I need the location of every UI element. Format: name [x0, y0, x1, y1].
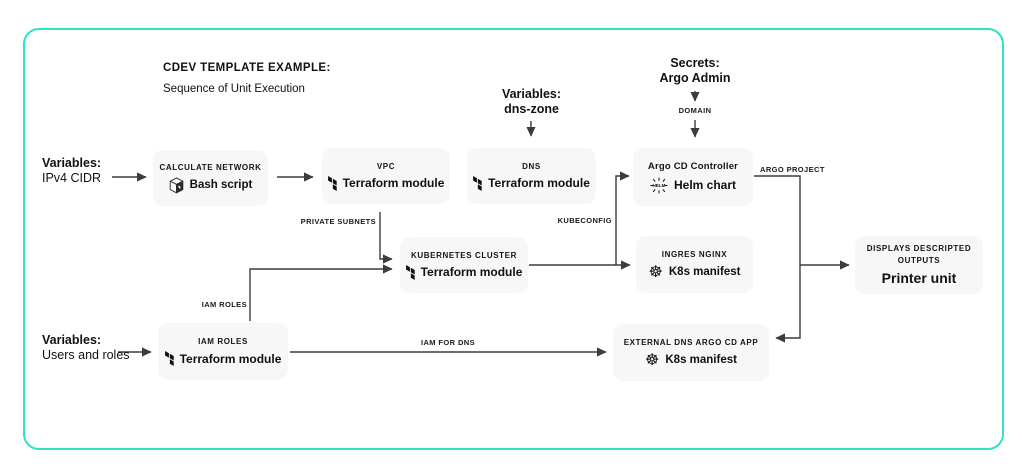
- helm-icon: [650, 177, 668, 194]
- node-title: INGRES NGINX: [661, 249, 728, 259]
- edge-label-kubeconfig: KUBECONFIG: [557, 216, 612, 225]
- node-title: VPC: [376, 161, 396, 171]
- node-title: CALCULATE NETWORK: [159, 162, 262, 172]
- input-dns-zone: [481, 87, 582, 117]
- node-title: EXTERNAL DNS ARGO CD APP: [623, 337, 759, 347]
- node-vpc: [322, 148, 450, 204]
- node-ingres-nginx: [636, 236, 753, 293]
- input-ipv4-cidr: [42, 156, 101, 186]
- input-value: Argo Admin: [659, 71, 731, 85]
- input-users-roles: [42, 333, 130, 363]
- svg-text:HELM: HELM: [652, 182, 666, 188]
- input-label: Variables:: [42, 333, 102, 347]
- terraform-icon: [328, 176, 337, 191]
- node-title-line1: DISPLAYS DESCRIPTED: [866, 244, 972, 253]
- input-label: Secrets:: [670, 56, 720, 70]
- input-value: Users and roles: [42, 348, 130, 362]
- node-external-dns-argo-cd-app: [613, 324, 769, 381]
- input-value: dns-zone: [504, 102, 559, 116]
- edge-label-domain: DOMAIN: [678, 106, 712, 115]
- kubernetes-icon: ☸: [645, 349, 660, 369]
- input-argo-admin-secret: [645, 56, 745, 86]
- node-unit-type: K8s manifest: [668, 265, 741, 278]
- kubernetes-icon: ☸: [648, 261, 663, 281]
- input-label: Variables:: [501, 87, 562, 101]
- page-subtitle: Sequence of Unit Execution: [163, 83, 305, 95]
- edge-label-iam-for-dns: IAM FOR DNS: [421, 338, 475, 347]
- node-unit-type: Terraform module: [420, 265, 523, 279]
- diagram-heading: [163, 62, 331, 95]
- node-dns: [467, 148, 596, 204]
- node-iam-roles: [158, 323, 288, 380]
- terraform-icon: [406, 265, 415, 280]
- node-unit-type: K8s manifest: [665, 353, 737, 366]
- node-unit-type: Terraform module: [179, 351, 282, 366]
- edge-label-private-subnets: PRIVATE SUBNETS: [300, 217, 376, 226]
- edge-label-iam-roles: IAM ROLES: [201, 300, 247, 309]
- node-title-line2: OUTPUTS: [897, 256, 941, 265]
- node-title: IAM ROLES: [198, 337, 248, 346]
- node-unit-type: Bash script: [189, 179, 253, 191]
- node-title: DNS: [522, 161, 541, 171]
- node-printer-unit: [855, 236, 983, 294]
- node-unit-type: Terraform module: [342, 176, 445, 190]
- cube-icon: [169, 177, 184, 194]
- node-argo-cd-controller: [633, 148, 753, 206]
- input-value: IPv4 CIDR: [42, 171, 102, 185]
- node-unit-type: Terraform module: [488, 176, 590, 190]
- edge-label-argo-project: ARGO PROJECT: [760, 165, 825, 174]
- node-kubernetes-cluster: [400, 237, 528, 293]
- input-label: Variables:: [42, 156, 102, 170]
- terraform-icon: [165, 351, 174, 366]
- node-unit-type: Helm chart: [673, 178, 737, 192]
- terraform-icon: [473, 176, 482, 191]
- page-title: CDEV TEMPLATE EXAMPLE:: [163, 62, 331, 74]
- node-title: KUBERNETES CLUSTER: [411, 250, 517, 260]
- node-unit-type: Printer unit: [881, 270, 957, 286]
- node-title: Argo CD Controller: [647, 160, 739, 172]
- node-calculate-network: [153, 150, 268, 206]
